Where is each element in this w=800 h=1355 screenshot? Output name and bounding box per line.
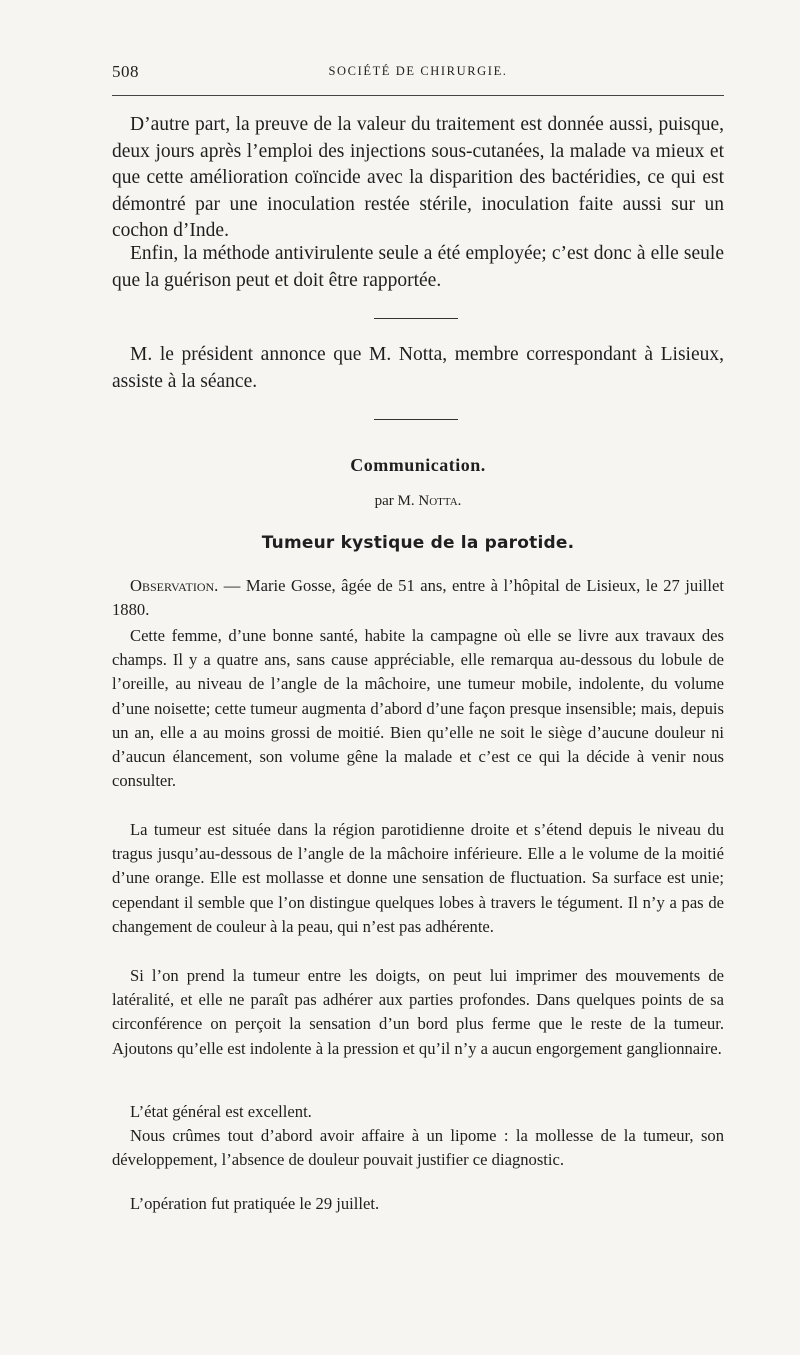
body-paragraph: Si l’on prend la tumeur entre les doigts, on peut lui imprimer des mouvements de latéralité, et elle ne paraît pas adhérer aux parties profondes. Dans quelques points de sa circonférence on perçoit la sensation d’un bord plus ferme que le reste de la tumeur. Ajoutons qu’elle est indolente à la pression et qu’il n’y a aucun engorgement ganglionnaire. (112, 966, 724, 1058)
byline-author: Notta. (418, 493, 462, 509)
byline (112, 493, 724, 510)
intro-paragraph: D’autre part, la preuve de la valeur du traitement est donnée aussi, puisque, deux jours après l’emploi des injections sous-cutanées, la malade va mieux et que cette amélioration coïncide avec la disparition des bactéridies, ce qui est démontré par une inoculation restée stérile, inoculation faite aussi sur un cochon d’Inde. (112, 114, 724, 241)
body-paragraph: Cette femme, d’une bonne santé, habite la campagne où elle se livre aux travaux des champs. Il y a quatre ans, sans cause appréciable, elle remarqua au-dessous du lobule de l’oreille, au niveau de l’angle de la mâchoire, une tumeur mobile, indolente, du volume d’une noisette; cette tumeur augmenta d’abord d’une façon presque insensible; mais, depuis un an, elle a au moins grossi de moitié. Bien qu’elle ne soit le siège d’aucune douleur ni d’aucun élancement, son volume gêne la malade et c’est ce qui la décide à venir nous consulter. (112, 626, 724, 791)
body-paragraph: L’état général est excellent. (130, 1102, 312, 1121)
header-rule (112, 95, 724, 96)
observation-paragraph (112, 574, 724, 622)
running-head: SOCIÉTÉ DE CHIRURGIE. (328, 64, 508, 78)
body-paragraph: Nous crûmes tout d’abord avoir affaire à un lipome : la mollesse de la tumeur, son développement, l’absence de douleur pouvait justifier ce diagnostic. (112, 1126, 724, 1170)
conclusion-paragraph: Enfin, la méthode antivirulente seule a été employée; c’est donc à elle seule que la guérison peut et doit être rapportée. (112, 243, 724, 291)
section-title: Communication. (350, 455, 486, 475)
observation-label: Observation. (130, 576, 219, 595)
section-divider (374, 318, 458, 319)
body-paragraph: La tumeur est située dans la région parotidienne droite et s’étend depuis le niveau du tragus jusqu’au-dessous de l’angle de la mâchoire inférieure. Elle a le volume de la moitié d’une orange. Elle est mollasse et donne une sensation de fluctuation. Sa surface est unie; cependant il semble que l’on distingue quelques lobes à travers le tégument. Il n’y a pas de changement de couleur à la peau, qui n’est pas adhérente. (112, 820, 724, 936)
page-header (112, 62, 724, 86)
article-subtitle: Tumeur kystique de la parotide. (261, 533, 575, 553)
observation-text: — Marie Gosse, âgée de 51 ans, entre à l’hôpital de Lisieux, le 27 juillet 1880. (112, 576, 724, 620)
byline-prefix: par M. (374, 493, 419, 509)
page-number: 508 (112, 62, 139, 81)
body-paragraph: L’opération fut pratiquée le 29 juillet. (130, 1194, 380, 1213)
section-divider (374, 419, 458, 420)
announcement-paragraph: M. le président annonce que M. Notta, membre correspondant à Lisieux, assiste à la séance. (112, 344, 724, 392)
